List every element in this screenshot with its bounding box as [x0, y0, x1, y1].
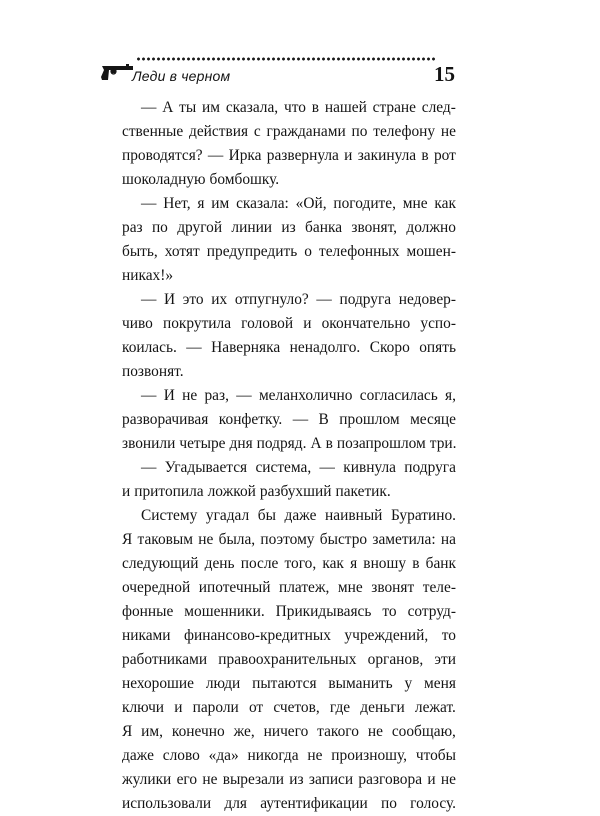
word: — — [319, 459, 335, 476]
word: фонные — [122, 603, 174, 620]
word: из — [281, 219, 296, 236]
word: позапрошлом — [336, 435, 426, 452]
text-line — [122, 96, 456, 120]
text-line — [122, 552, 456, 576]
word: я — [197, 195, 205, 212]
word: ты — [179, 99, 197, 116]
word: произношу, — [331, 747, 408, 764]
word: подруга — [339, 291, 392, 308]
text-line — [122, 240, 456, 264]
word: — — [186, 339, 202, 356]
word: конечно — [171, 723, 225, 740]
word: и — [122, 483, 131, 500]
word: после — [240, 555, 279, 572]
word: ненадолго. — [289, 339, 361, 356]
word: В — [318, 411, 329, 428]
word: с — [253, 123, 261, 140]
text-line — [122, 624, 456, 648]
word: таковым — [137, 531, 194, 548]
word: три. — [429, 435, 457, 452]
word: разворачивая — [122, 411, 209, 428]
word: должно — [406, 219, 456, 236]
word: «да» — [208, 747, 239, 764]
word: даже — [122, 747, 154, 764]
word: аутентификации — [260, 795, 368, 812]
word: — — [207, 147, 224, 164]
word: проводятся? — [122, 147, 203, 164]
word: — — [141, 195, 157, 212]
word: — — [141, 291, 157, 308]
word: — — [141, 387, 157, 404]
word: хотят — [164, 243, 200, 260]
word: покрутила — [162, 315, 232, 332]
revolver-icon — [100, 60, 134, 82]
word: я, — [445, 387, 456, 404]
word: следующий — [122, 555, 199, 572]
word: пароли — [192, 699, 239, 716]
word: раз, — [204, 387, 229, 404]
word: записи — [308, 771, 354, 788]
word: теле- — [422, 579, 456, 596]
word: банка — [305, 219, 343, 236]
word: деньги — [360, 699, 405, 716]
dotted-rule — [136, 57, 436, 61]
word: позвонят. — [122, 363, 184, 380]
word: пакетик. — [335, 483, 391, 500]
word: выманить — [328, 675, 393, 692]
word: никах!» — [122, 267, 174, 284]
text-line — [122, 672, 456, 696]
word: ипотечный — [198, 579, 271, 596]
word: финансово-кредитных — [184, 627, 331, 644]
word: подряд. — [256, 435, 307, 452]
word: голосу. — [410, 795, 456, 812]
text-line — [122, 312, 456, 336]
word: никами — [122, 627, 171, 644]
word: им — [202, 99, 221, 116]
word: закинула — [357, 147, 417, 164]
word: бомбошку. — [209, 171, 280, 188]
word: в — [325, 435, 333, 452]
word: Я — [122, 723, 133, 740]
word: где — [329, 699, 351, 716]
word: «Ой, — [295, 195, 327, 212]
word: след- — [421, 99, 456, 116]
word: притопила — [134, 483, 204, 500]
word: предупредить — [206, 243, 298, 260]
text-line — [122, 528, 456, 552]
text-line — [122, 792, 456, 816]
word: как — [434, 195, 456, 212]
word: рот — [433, 147, 456, 164]
word: по — [351, 123, 368, 140]
word: Я — [122, 531, 133, 548]
page-number: 15 — [434, 62, 455, 86]
word: — — [292, 411, 309, 428]
word: счетов, — [273, 699, 320, 716]
word: для — [224, 795, 247, 812]
text-line — [122, 768, 456, 792]
text-line — [122, 144, 456, 168]
word: быть, — [122, 243, 158, 260]
word: как — [322, 555, 344, 572]
word: Угадывается — [164, 459, 248, 476]
word: им — [211, 195, 230, 212]
text-line — [122, 192, 456, 216]
word: ложкой — [207, 483, 256, 500]
word: Ирка — [228, 147, 262, 164]
text-line — [122, 360, 456, 384]
word: недовер- — [398, 291, 456, 308]
word: Скоро — [369, 339, 410, 356]
word: конфетку. — [218, 411, 283, 428]
word: не — [307, 747, 323, 764]
text-line — [122, 384, 456, 408]
word: сказала: — [236, 195, 289, 212]
text-line — [122, 168, 456, 192]
word: разбухший — [259, 483, 332, 500]
word: мошен- — [406, 243, 456, 260]
word: успо- — [420, 315, 456, 332]
text-line — [122, 264, 456, 288]
word: учреждений, — [344, 627, 429, 644]
word: нашей — [324, 99, 367, 116]
word: мошенники. — [184, 603, 265, 620]
word: это — [182, 291, 204, 308]
text-line — [122, 408, 456, 432]
word: ственные — [122, 123, 184, 140]
word: согласилась — [359, 387, 438, 404]
word: на — [440, 531, 456, 548]
word: жулики — [122, 771, 172, 788]
word: мне — [337, 579, 363, 596]
word: никогда — [247, 747, 299, 764]
text-line — [122, 720, 456, 744]
word: сказала, — [225, 99, 279, 116]
word: чиво — [122, 315, 153, 332]
word: Буратино. — [390, 507, 456, 524]
word: телефонных — [319, 243, 400, 260]
word: не — [440, 771, 456, 788]
word: вношу — [363, 555, 407, 572]
word: в — [311, 99, 320, 116]
word: очередной — [122, 579, 191, 596]
word: опять — [419, 339, 456, 356]
word: слово — [162, 747, 200, 764]
word: погодите, — [333, 195, 396, 212]
text-line — [122, 432, 456, 456]
word: И — [164, 291, 176, 308]
running-title: Леди в черном — [132, 68, 231, 84]
text-line — [122, 456, 456, 480]
word: звонят — [371, 579, 415, 596]
word: чтобы — [415, 747, 456, 764]
word: такого — [317, 723, 359, 740]
word: звонили — [122, 435, 176, 452]
word: головой — [241, 315, 294, 332]
word: ключи — [122, 699, 165, 716]
word: Систему — [141, 507, 198, 524]
text-line — [122, 696, 456, 720]
word: и — [174, 699, 183, 716]
word: шоколадную — [122, 171, 206, 188]
word: о — [304, 243, 312, 260]
word: в — [412, 555, 420, 572]
word: подруга — [404, 459, 456, 476]
word: же, — [233, 723, 255, 740]
word: окончательно — [321, 315, 411, 332]
word: не — [198, 531, 214, 548]
page-header — [100, 52, 460, 92]
word: даже — [284, 507, 317, 524]
word: система, — [255, 459, 312, 476]
word: отпугнуло? — [234, 291, 309, 308]
word: сообщаю, — [391, 723, 456, 740]
text-line — [122, 744, 456, 768]
word: развернула — [266, 147, 339, 164]
text-line — [122, 576, 456, 600]
text-line — [122, 600, 456, 624]
text-line — [122, 480, 456, 504]
text-line — [122, 648, 456, 672]
word: от — [248, 699, 264, 716]
word: четыре — [179, 435, 226, 452]
word: пытаются — [252, 675, 317, 692]
word: день — [204, 555, 235, 572]
word: и — [344, 147, 353, 164]
word: месяце — [410, 411, 456, 428]
word: его — [176, 771, 198, 788]
word: у — [404, 675, 413, 692]
word: угадал — [205, 507, 250, 524]
word: эти — [434, 651, 456, 668]
word: прошлом — [339, 411, 400, 428]
word: заметила: — [372, 531, 436, 548]
word: из — [289, 771, 304, 788]
word: то — [441, 627, 456, 644]
word: в — [421, 147, 429, 164]
word: сотруд- — [407, 603, 456, 620]
word: раз — [122, 219, 143, 236]
word: работниками — [122, 651, 208, 668]
word: правоохранительных — [218, 651, 357, 668]
word: нехорошие — [122, 675, 194, 692]
word: органов, — [367, 651, 424, 668]
word: по — [380, 795, 397, 812]
word: люди — [205, 675, 241, 692]
word: коилась. — [122, 339, 177, 356]
word: и — [427, 771, 436, 788]
word: вырезали — [222, 771, 284, 788]
word: телефону — [373, 123, 436, 140]
word: А — [162, 99, 174, 116]
word: — — [141, 459, 157, 476]
word: то — [382, 603, 397, 620]
word: действия — [189, 123, 249, 140]
word: звонят, — [351, 219, 398, 236]
word: Прикидываясь — [275, 603, 372, 620]
text-line — [122, 336, 456, 360]
word: И — [163, 387, 175, 404]
word: того, — [284, 555, 317, 572]
word: не — [182, 387, 198, 404]
word: мне — [402, 195, 428, 212]
word: Наверняка — [211, 339, 281, 356]
word: — — [316, 291, 332, 308]
word: наивный — [325, 507, 383, 524]
word: банк — [425, 555, 456, 572]
body-text — [122, 96, 456, 816]
text-line — [122, 288, 456, 312]
word: что — [283, 99, 306, 116]
word: была, — [218, 531, 256, 548]
word: меланхолично — [258, 387, 353, 404]
word: Нет, — [163, 195, 191, 212]
word: быстро — [319, 531, 368, 548]
word: их — [211, 291, 228, 308]
word: не — [367, 723, 383, 740]
word: ничего — [263, 723, 309, 740]
word: и — [303, 315, 312, 332]
word: использовали — [122, 795, 212, 812]
text-line — [122, 120, 456, 144]
word: линии — [231, 219, 273, 236]
word: меня — [424, 675, 456, 692]
word: не — [202, 771, 218, 788]
word: лежат. — [414, 699, 456, 716]
word: другой — [177, 219, 223, 236]
text-line — [122, 216, 456, 240]
word: по — [151, 219, 168, 236]
word: А — [310, 435, 322, 452]
word: — — [236, 387, 252, 404]
word: я — [350, 555, 358, 572]
word: кивнула — [343, 459, 396, 476]
word: бы — [257, 507, 276, 524]
word: разговора — [358, 771, 423, 788]
word: им, — [141, 723, 163, 740]
text-line — [122, 504, 456, 528]
word: стране — [372, 99, 416, 116]
word: платеж, — [278, 579, 330, 596]
word: дня — [229, 435, 253, 452]
word: не — [440, 123, 456, 140]
word: — — [141, 99, 157, 116]
word: гражданами — [266, 123, 346, 140]
word: поэтому — [260, 531, 315, 548]
